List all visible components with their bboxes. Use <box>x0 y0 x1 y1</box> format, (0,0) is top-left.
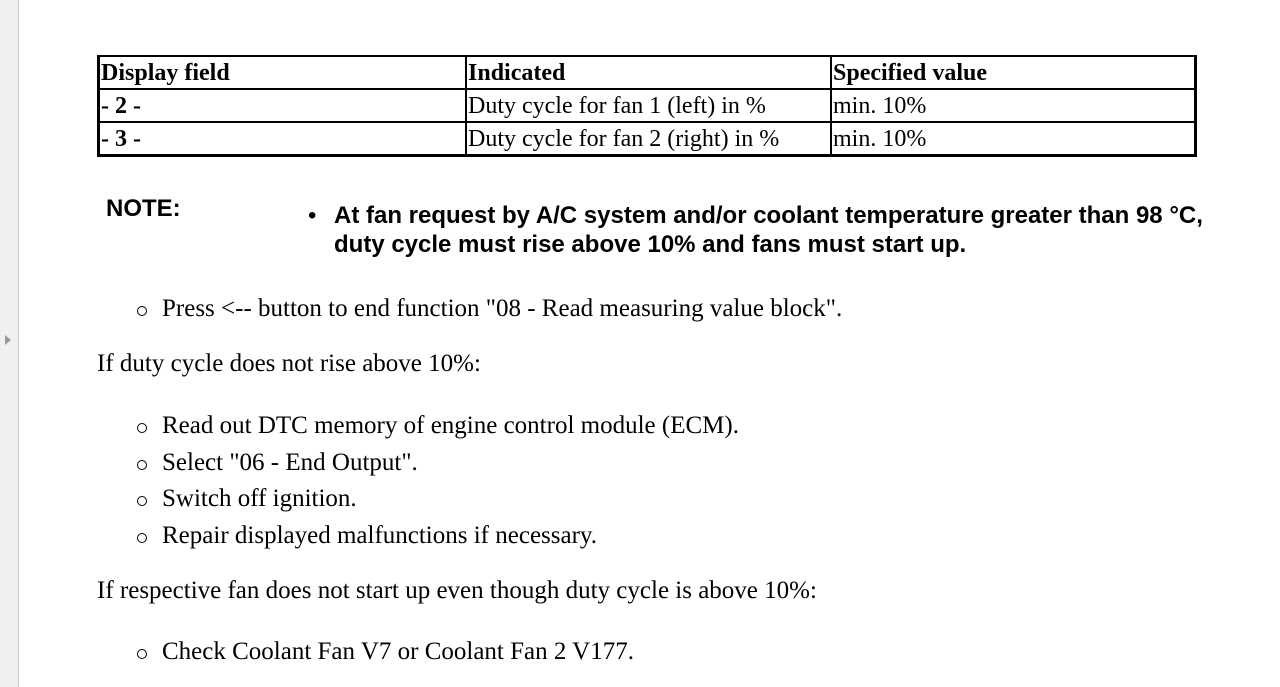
step-list <box>137 292 842 329</box>
header-specified-value: Specified value <box>831 56 1196 89</box>
list-item-text: Repair displayed malfunctions if necessary. <box>162 522 598 550</box>
cell-display-field: - 3 - <box>99 122 467 156</box>
list-item <box>137 409 739 446</box>
step-list <box>137 635 634 672</box>
expand-arrow-icon[interactable] <box>5 335 11 345</box>
circle-bullet-icon <box>137 460 147 470</box>
cell-indicated: Duty cycle for fan 2 (right) in % <box>466 122 831 156</box>
list-item <box>137 292 842 329</box>
step-list <box>137 409 739 556</box>
circle-bullet-icon <box>137 496 147 506</box>
circle-bullet-icon <box>137 306 147 316</box>
header-indicated: Indicated <box>466 56 831 89</box>
note-label: NOTE: <box>106 195 181 222</box>
list-item <box>137 635 634 672</box>
list-item <box>137 446 739 483</box>
condition-paragraph: If duty cycle does not rise above 10%: <box>97 350 481 377</box>
cell-indicated: Duty cycle for fan 1 (left) in % <box>466 89 831 122</box>
list-item-text: Press <-- button to end function "08 - Read measuring value block". <box>162 295 843 322</box>
header-display-field: Display field <box>99 56 467 89</box>
cell-display-field: - 2 - <box>99 89 467 122</box>
list-item-text: Select "06 - End Output". <box>162 448 418 476</box>
list-item <box>137 519 739 556</box>
condition-paragraph: If respective fan does not start up even though duty cycle is above 10%: <box>97 577 817 604</box>
table-header-row <box>99 56 1196 89</box>
circle-bullet-icon <box>137 423 147 433</box>
list-item-text: Check Coolant Fan V7 or Coolant Fan 2 V177. <box>162 638 634 665</box>
bullet-icon: • <box>308 202 317 229</box>
specification-table <box>97 55 1197 157</box>
cell-specified-value: min. 10% <box>831 89 1196 122</box>
circle-bullet-icon <box>137 649 147 659</box>
left-gutter <box>0 0 19 687</box>
table-row <box>99 89 1196 122</box>
list-item <box>137 482 739 519</box>
table-row <box>99 122 1196 156</box>
list-item-text: Read out DTC memory of engine control module (ECM). <box>162 412 739 439</box>
cell-specified-value: min. 10% <box>831 122 1196 156</box>
circle-bullet-icon <box>137 533 147 543</box>
note-text: At fan request by A/C system and/or coolant temperature greater than 98 °C, duty cycle must rise above 10% and fans must start up. <box>334 202 1203 258</box>
list-item-text: Switch off ignition. <box>162 485 357 513</box>
